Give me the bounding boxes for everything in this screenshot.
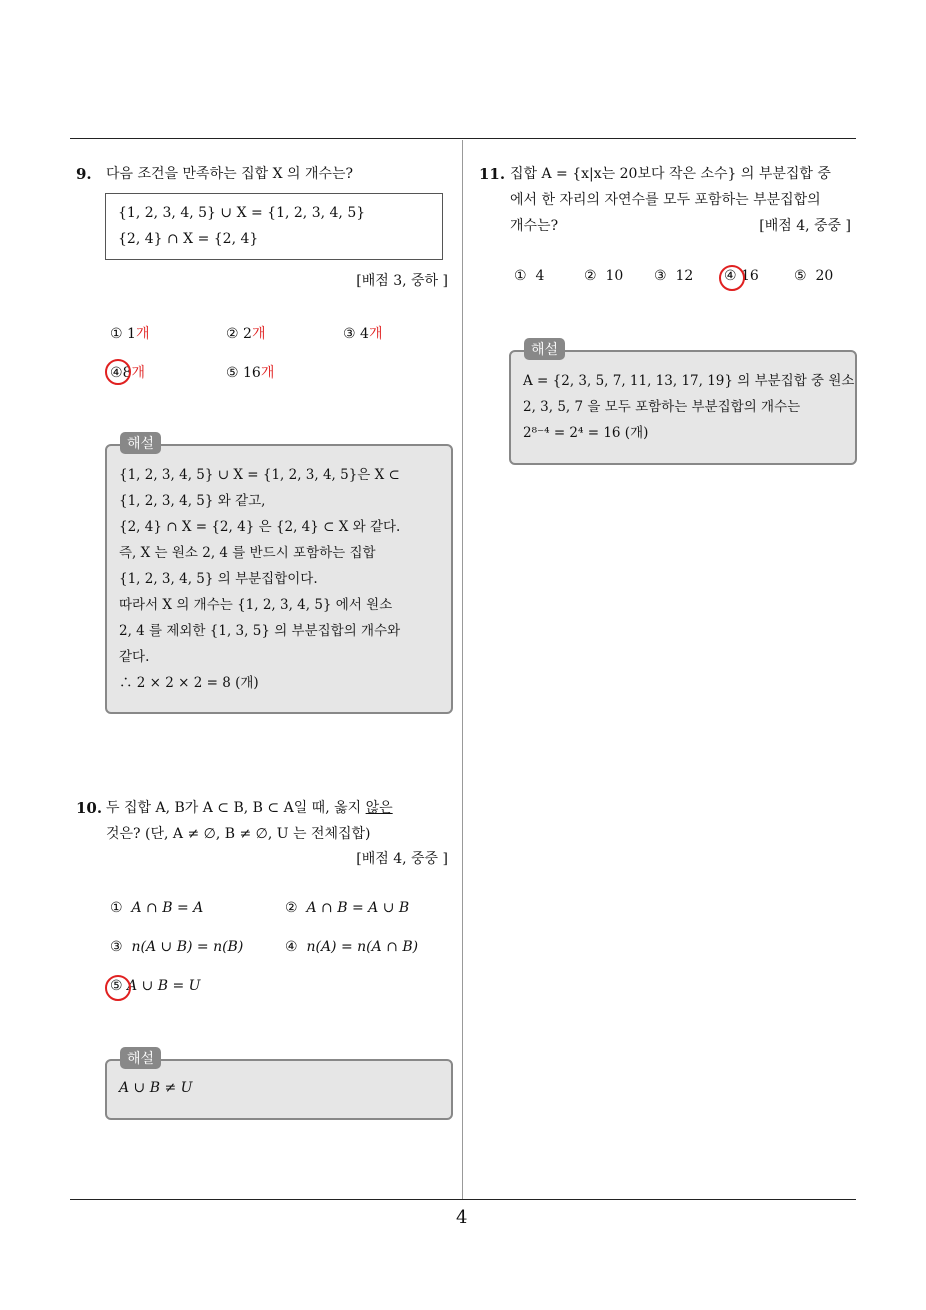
q9-choice-4-value: 8 xyxy=(122,365,132,381)
q9-choice-3-label: ③ xyxy=(343,326,356,342)
q10-number: 10. xyxy=(76,799,103,817)
q9-choice-3-value: 4 xyxy=(360,326,369,342)
q9-choice-5-value: 16 xyxy=(243,365,261,381)
top-rule xyxy=(70,138,856,139)
q11-text-line-1: 집합 A = {x|x는 20보다 작은 소수} 의 부분집합 중 xyxy=(510,166,831,182)
q9-choice-1[interactable] xyxy=(110,323,149,343)
q9-condition-box xyxy=(105,193,443,260)
q10-text-line-1 xyxy=(106,795,393,821)
q9-text: 다음 조건을 만족하는 집합 X 의 개수는? xyxy=(106,166,354,182)
q11-solution-tag: 해설 xyxy=(524,338,565,360)
q11-text-line-3: 개수는? xyxy=(510,218,559,234)
q10-choice-4-value: n(A) = n(A ∩ B) xyxy=(306,939,419,955)
q9-choice-2-unit: 개 xyxy=(251,326,266,342)
q9-solution-line-8: 같다. xyxy=(119,649,150,665)
q10-solution-body xyxy=(119,1075,441,1101)
q9-choice-4-label: ④ xyxy=(110,365,123,381)
q10-solution-line-1: A ∪ B ≠ U xyxy=(119,1080,193,1096)
q9-choice-2-label: ② xyxy=(226,326,239,342)
q10-difficulty: [배점 4, 중중 ] xyxy=(356,851,448,867)
q11-choice-2-label: ② xyxy=(584,268,597,284)
q9-solution-line-9: ∴ 2 × 2 × 2 = 8 (개) xyxy=(119,675,259,691)
q9-choice-1-value: 1 xyxy=(127,326,136,342)
q11-answer-circle xyxy=(719,265,745,291)
q9-choice-4-unit: 개 xyxy=(131,365,146,381)
q10-choice-1-label: ① xyxy=(110,900,123,916)
q11-choice-1-value: 4 xyxy=(535,268,545,284)
q9-solution-line-5: {1, 2, 3, 4, 5} 의 부분집합이다. xyxy=(119,571,318,587)
q9-answer-circle xyxy=(105,359,131,385)
q9-choice-5-unit: 개 xyxy=(260,365,275,381)
q10-choice-1[interactable] xyxy=(110,900,203,916)
q9-choice-2[interactable] xyxy=(226,323,265,343)
q9-condition-1: {1, 2, 3, 4, 5} ∪ X = {1, 2, 3, 4, 5} xyxy=(118,205,366,221)
q10-choice-2-label: ② xyxy=(285,900,298,916)
q9-solution-line-6: 따라서 X 의 개수는 {1, 2, 3, 4, 5} 에서 원소 xyxy=(119,597,393,613)
q10-choice-3-value: n(A ∪ B) = n(B) xyxy=(131,939,244,955)
q9-solution-box xyxy=(105,444,453,714)
q11-solution-line-3: 2⁸⁻⁴ = 2⁴ = 16 (개) xyxy=(523,425,649,441)
bottom-rule xyxy=(70,1199,856,1200)
page-number: 4 xyxy=(456,1207,468,1228)
q11-solution-line-1: A = {2, 3, 5, 7, 11, 13, 17, 19} 의 부분집합 중 원소 xyxy=(523,373,855,389)
q10-choice-2-value: A ∩ B = A ∪ B xyxy=(306,900,410,916)
q9-choice-5-label: ⑤ xyxy=(226,365,239,381)
q10-choice-4[interactable] xyxy=(285,939,418,955)
q9-solution-line-3: {2, 4} ∩ X = {2, 4} 은 {2, 4} ⊂ X 와 같다. xyxy=(119,519,401,535)
q11-choice-5[interactable] xyxy=(794,268,833,284)
q11-choice-2-value: 10 xyxy=(605,268,624,284)
q9-solution-body xyxy=(119,462,441,696)
q11-choice-3-label: ③ xyxy=(654,268,667,284)
q11-choice-5-label: ⑤ xyxy=(794,268,807,284)
q9-choice-3-unit: 개 xyxy=(368,326,383,342)
q11-choice-1-label: ① xyxy=(514,268,527,284)
q9-solution-line-2: {1, 2, 3, 4, 5} 와 같고, xyxy=(119,493,266,509)
q9-solution-line-1: {1, 2, 3, 4, 5} ∪ X = {1, 2, 3, 4, 5}은 X ⊂ xyxy=(119,467,400,483)
q9-solution-line-4: 즉, X 는 원소 2, 4 를 반드시 포함하는 집합 xyxy=(119,545,376,561)
q9-choice-2-value: 2 xyxy=(243,326,252,342)
q10-choice-3-label: ③ xyxy=(110,939,123,955)
q11-choice-2[interactable] xyxy=(584,268,623,284)
q9-choice-3[interactable] xyxy=(343,323,382,343)
q11-choice-4-label: ④ xyxy=(724,268,737,284)
q9-condition-2: {2, 4} ∩ X = {2, 4} xyxy=(118,231,259,247)
q10-choice-3[interactable] xyxy=(110,939,243,955)
q10-choice-5-label: ⑤ xyxy=(110,978,123,994)
q11-solution-body xyxy=(523,368,855,446)
q10-choice-4-label: ④ xyxy=(285,939,298,955)
q10-choice-5-value: A ∪ B = U xyxy=(127,978,201,994)
q11-choice-3[interactable] xyxy=(654,268,693,284)
q10-text-line-2: 것은? (단, A ≠ ∅, B ≠ ∅, U 는 전체집합) xyxy=(106,826,371,842)
q10-choice-2[interactable] xyxy=(285,900,409,916)
q11-solution-line-2: 2, 3, 5, 7 을 모두 포함하는 부분집합의 개수는 xyxy=(523,399,801,415)
q10-text-main: 두 집합 A, B가 A ⊂ B, B ⊂ A일 때, 옳지 xyxy=(106,800,366,816)
q11-choice-1[interactable] xyxy=(514,268,544,284)
q9-choice-1-label: ① xyxy=(110,326,123,342)
q10-choice-1-value: A ∩ B = A xyxy=(131,900,204,916)
column-divider xyxy=(462,140,463,1200)
q11-difficulty: [배점 4, 중중 ] xyxy=(759,218,851,234)
q10-text-underlined: 않은 xyxy=(365,800,393,816)
q11-choice-4-value: 16 xyxy=(741,268,759,284)
q11-choice-3-value: 12 xyxy=(675,268,694,284)
q9-number: 9. xyxy=(76,165,92,183)
q11-text-line-2: 에서 한 자리의 자연수를 모두 포함하는 부분집합의 xyxy=(510,192,821,208)
q11-number: 11. xyxy=(479,165,506,183)
q9-choice-5[interactable] xyxy=(226,362,274,382)
q10-answer-circle xyxy=(105,975,131,1001)
q9-solution-tag: 해설 xyxy=(120,432,161,454)
q11-choice-5-value: 20 xyxy=(815,268,834,284)
q11-solution-box xyxy=(509,350,857,465)
q9-solution-line-7: 2, 4 를 제외한 {1, 3, 5} 의 부분집합의 개수와 xyxy=(119,623,401,639)
q9-difficulty: [배점 3, 중하 ] xyxy=(356,273,448,289)
q10-solution-tag: 해설 xyxy=(120,1047,161,1069)
q9-choice-1-unit: 개 xyxy=(135,326,150,342)
